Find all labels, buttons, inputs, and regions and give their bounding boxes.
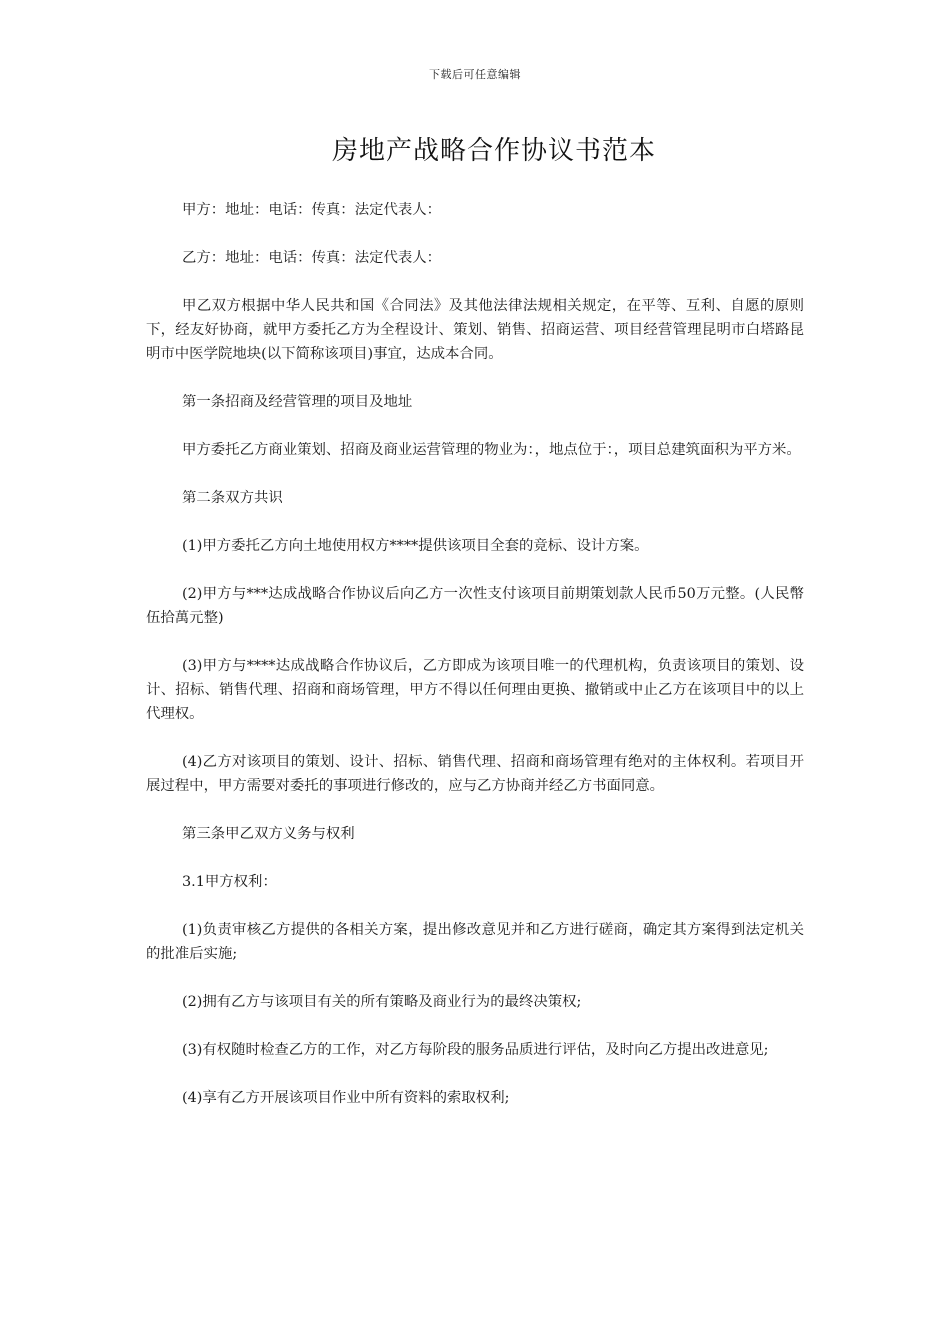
article-2-heading: 第二条双方共识 [182, 490, 283, 506]
article-2-item-1: (1)甲方委托乙方向土地使用权方****提供该项目全套的竞标、设计方案。 [182, 538, 649, 554]
article-1-heading: 第一条招商及经营管理的项目及地址 [182, 394, 413, 410]
section-3-1-item-4: (4)享有乙方开展该项目作业中所有资料的索取权利; [182, 1090, 510, 1106]
article-1-body: 甲方委托乙方商业策划、招商及商业运营管理的物业为：，地点位于：，项目总建筑面积为平方米。 [182, 442, 801, 458]
article-2-item-4: (4)乙方对该项目的策划、设计、招标、销售代理、招商和商场管理有绝对的主体权利。若项目开展过程中，甲方需要对委托的事项进行修改的，应与乙方协商并经乙方书面同意。 [146, 754, 804, 794]
download-edit-note: 下载后可任意编辑 [429, 68, 521, 81]
article-2-item-3: (3)甲方与****达成战略合作协议后，乙方即成为该项目唯一的代理机构，负责该项目的策划、设计、招标、销售代理、招商和商场管理，甲方不得以任何理由更换、撤销或中止乙方在该项目中的以上代理权。 [146, 658, 804, 722]
article-2-item-2: (2)甲方与***达成战略合作协议后向乙方一次性支付该项目前期策划款人民币50万元整。(人民幣伍拾萬元整) [146, 586, 804, 626]
article-3-heading: 第三条甲乙双方义务与权利 [182, 826, 355, 842]
section-3-1-heading: 3.1甲方权利： [182, 874, 277, 890]
party-a-info: 甲方：地址：电话：传真：法定代表人： [182, 202, 442, 218]
section-3-1-item-3: (3)有权随时检查乙方的工作，对乙方每阶段的服务品质进行评估，及时向乙方提出改进意见; [182, 1042, 769, 1058]
section-3-1-item-2: (2)拥有乙方与该项目有关的所有策略及商业行为的最终决策权; [182, 994, 582, 1010]
preamble-paragraph: 甲乙双方根据中华人民共和国《合同法》及其他法律法规相关规定，在平等、互利、自愿的原则下，经友好协商，就甲方委托乙方为全程设计、策划、销售、招商运营、项目经营管理昆明市白塔路昆明市中医学院地块(以下简称该项目)事宜，达成本合同。 [146, 298, 804, 362]
document-body [146, 198, 804, 1134]
party-b-info: 乙方：地址：电话：传真：法定代表人： [182, 250, 442, 266]
section-3-1-item-1: (1)负责审核乙方提供的各相关方案，提出修改意见并和乙方进行磋商，确定其方案得到法定机关的批准后实施; [146, 922, 804, 962]
document-title: 房地产战略合作协议书范本 [331, 136, 656, 166]
